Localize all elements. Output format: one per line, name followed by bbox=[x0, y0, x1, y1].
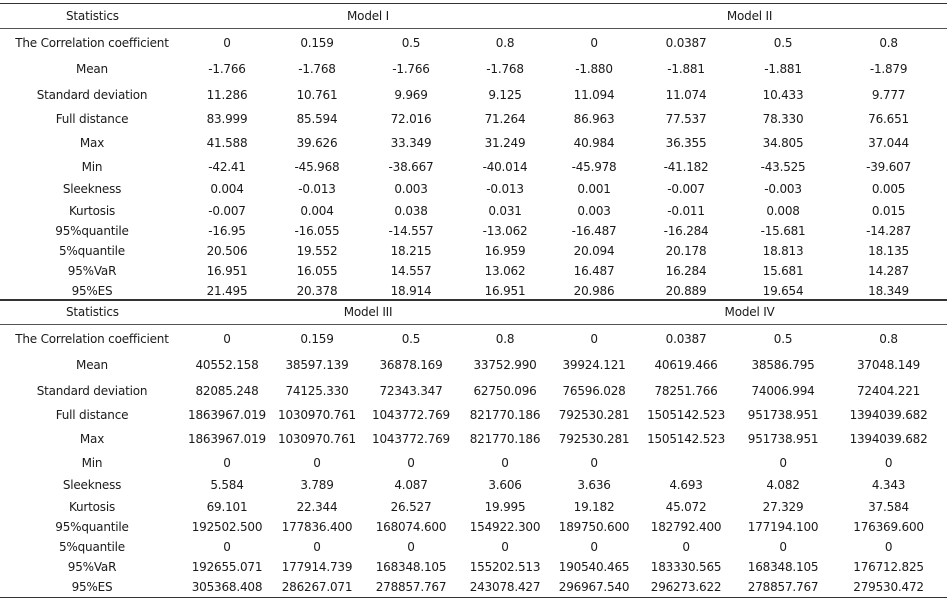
table-cell: 10.761 bbox=[296, 88, 338, 102]
row-label: Sleekness bbox=[62, 182, 122, 196]
table-cell: 0 bbox=[313, 540, 321, 554]
table-cell: 39924.121 bbox=[562, 358, 626, 372]
table-cell: 155202.513 bbox=[469, 560, 541, 574]
table-cell: 0 bbox=[223, 540, 231, 554]
row-label: 95%quantile bbox=[55, 520, 129, 534]
table-cell: 20.986 bbox=[552, 281, 636, 301]
row-label: Max bbox=[79, 136, 105, 150]
table-cell: 154922.300 bbox=[469, 520, 541, 534]
table-cell: -16.95 bbox=[208, 224, 246, 238]
table-cell: 18.914 bbox=[364, 281, 458, 301]
table-cell: 16.951 bbox=[458, 281, 552, 301]
table-cell: 78.330 bbox=[762, 112, 804, 126]
table-cell: 9.125 bbox=[488, 88, 522, 102]
header-statistics-label: Statistics bbox=[0, 4, 184, 29]
row-label: Min bbox=[81, 456, 103, 470]
table-cell: 296967.540 bbox=[552, 577, 636, 598]
table-cell: 27.329 bbox=[762, 500, 804, 514]
table-cell: 36878.169 bbox=[379, 358, 443, 372]
table-cell: 0 bbox=[223, 456, 231, 470]
table-cell: 278857.767 bbox=[364, 577, 458, 598]
table-cell: 71.264 bbox=[484, 112, 526, 126]
table-cell: 78251.766 bbox=[654, 384, 718, 398]
table-header-row bbox=[0, 300, 947, 325]
statistics-table-model-3-4 bbox=[0, 299, 947, 598]
table-cell: 19.182 bbox=[573, 500, 615, 514]
table-cell: 77.537 bbox=[665, 112, 707, 126]
table-cell: -0.013 bbox=[486, 182, 524, 196]
table-cell: 40619.466 bbox=[654, 358, 718, 372]
table-cell: 1043772.769 bbox=[372, 432, 450, 446]
table-cell: -42.41 bbox=[208, 160, 246, 174]
table-row bbox=[0, 377, 947, 405]
table-cell: 279530.472 bbox=[830, 577, 947, 598]
table-cell: -16.487 bbox=[571, 224, 617, 238]
table-cell: 183330.565 bbox=[650, 560, 722, 574]
table-cell: 0 bbox=[682, 540, 690, 554]
table-cell: 82085.248 bbox=[195, 384, 259, 398]
table-cell: 296273.622 bbox=[636, 577, 736, 598]
table-cell: 15.681 bbox=[762, 264, 804, 278]
table-cell: 72.016 bbox=[390, 112, 432, 126]
table-cell: 0.159 bbox=[300, 332, 334, 346]
header-model-ii: Model II bbox=[552, 4, 947, 29]
table-row bbox=[0, 405, 947, 425]
table-cell: 4.693 bbox=[669, 478, 703, 492]
table-cell: 0 bbox=[407, 456, 415, 470]
table-row bbox=[0, 221, 947, 241]
row-label: The Correlation coefficient bbox=[15, 332, 169, 346]
table-cell: -1.880 bbox=[575, 62, 613, 76]
table-cell: 0.0387 bbox=[665, 332, 707, 346]
table-cell: 1394039.682 bbox=[849, 432, 928, 446]
row-label: Kurtosis bbox=[68, 204, 116, 218]
table-cell: -16.055 bbox=[294, 224, 340, 238]
row-label: 95%ES bbox=[0, 577, 184, 598]
table-row bbox=[0, 425, 947, 453]
table-cell: 10.433 bbox=[762, 88, 804, 102]
statistics-table-model-1-2 bbox=[0, 3, 947, 301]
table-cell: 9.777 bbox=[871, 88, 906, 102]
table-row bbox=[0, 109, 947, 129]
table-cell: 0.003 bbox=[394, 182, 428, 196]
table-cell: 11.094 bbox=[573, 88, 615, 102]
table-cell: 33752.990 bbox=[473, 358, 537, 372]
table-cell: -0.007 bbox=[208, 204, 246, 218]
table-cell: 18.215 bbox=[390, 244, 432, 258]
table-cell: 1863967.019 bbox=[188, 432, 266, 446]
table-cell: 16.959 bbox=[484, 244, 526, 258]
table-cell: 177194.100 bbox=[747, 520, 819, 534]
row-label: Standard deviation bbox=[36, 384, 148, 398]
table-cell: 0 bbox=[884, 456, 893, 470]
table-cell: 0 bbox=[501, 456, 509, 470]
table-cell: -0.011 bbox=[667, 204, 705, 218]
table-cell: 4.087 bbox=[394, 478, 428, 492]
table-cell: 3.636 bbox=[577, 478, 611, 492]
header-model-i: Model I bbox=[184, 4, 552, 29]
table-cell: 0.001 bbox=[577, 182, 611, 196]
row-label: Sleekness bbox=[62, 478, 122, 492]
table-cell: -0.013 bbox=[298, 182, 336, 196]
table-cell: 34.805 bbox=[762, 136, 804, 150]
table-cell: 0.8 bbox=[495, 36, 515, 50]
row-label: 5%quantile bbox=[59, 540, 125, 554]
table-cell: 16.284 bbox=[665, 264, 707, 278]
row-label: Mean bbox=[76, 62, 108, 76]
table-cell: 0.003 bbox=[577, 204, 611, 218]
table-cell: -1.768 bbox=[486, 62, 524, 76]
table-cell: 951738.951 bbox=[747, 432, 819, 446]
table-cell: 168348.105 bbox=[747, 560, 819, 574]
table-cell: 0 bbox=[590, 456, 598, 470]
table-cell: -45.978 bbox=[571, 160, 617, 174]
row-label: Max bbox=[79, 432, 105, 446]
table-cell: 305368.408 bbox=[184, 577, 270, 598]
table-cell: 74125.330 bbox=[285, 384, 349, 398]
table-cell: 0 bbox=[223, 36, 231, 50]
table-row bbox=[0, 81, 947, 109]
table-cell: 821770.186 bbox=[469, 408, 541, 422]
table-cell: 18.135 bbox=[868, 244, 909, 258]
table-row bbox=[0, 577, 947, 598]
row-label: 95%quantile bbox=[55, 224, 129, 238]
table-cell: 26.527 bbox=[390, 500, 432, 514]
table-row bbox=[0, 557, 947, 577]
table-cell: 18.813 bbox=[762, 244, 804, 258]
table-cell: 951738.951 bbox=[747, 408, 819, 422]
table-cell: 74006.994 bbox=[751, 384, 815, 398]
table-cell: 38586.795 bbox=[751, 358, 815, 372]
table-cell: 4.343 bbox=[871, 478, 906, 492]
table-cell: 37.044 bbox=[868, 136, 909, 150]
table-cell: 0.5 bbox=[401, 36, 421, 50]
table-cell: 72404.221 bbox=[857, 384, 921, 398]
table-row bbox=[0, 29, 947, 58]
table-row bbox=[0, 201, 947, 221]
table-cell: 16.055 bbox=[296, 264, 338, 278]
table-cell: 286267.071 bbox=[270, 577, 364, 598]
table-cell: 62750.096 bbox=[473, 384, 537, 398]
table-cell: 168348.105 bbox=[375, 560, 447, 574]
table-cell: 11.074 bbox=[665, 88, 707, 102]
table-cell: 192655.071 bbox=[191, 560, 263, 574]
table-row bbox=[0, 57, 947, 81]
table-cell: 14.557 bbox=[390, 264, 432, 278]
table-cell: 0.5 bbox=[773, 332, 793, 346]
table-cell: -1.768 bbox=[298, 62, 336, 76]
table-row bbox=[0, 453, 947, 473]
table-cell: 0.008 bbox=[766, 204, 800, 218]
table-cell: 37048.149 bbox=[857, 358, 921, 372]
table-cell: 0 bbox=[501, 540, 509, 554]
table-cell: 41.588 bbox=[206, 136, 248, 150]
table-cell: -14.287 bbox=[866, 224, 912, 238]
row-label: 95%VaR bbox=[67, 560, 117, 574]
table-cell: 1863967.019 bbox=[188, 408, 266, 422]
table-cell: 0.015 bbox=[871, 204, 906, 218]
table-row bbox=[0, 473, 947, 497]
header-model-iv: Model IV bbox=[552, 300, 947, 325]
row-label: Full distance bbox=[55, 408, 129, 422]
table-cell: 40.984 bbox=[573, 136, 615, 150]
table-cell: 243078.427 bbox=[458, 577, 552, 598]
table-cell: 0.8 bbox=[879, 36, 898, 50]
table-cell: 0.038 bbox=[394, 204, 428, 218]
table-cell: -1.766 bbox=[392, 62, 430, 76]
table-cell: 45.072 bbox=[665, 500, 707, 514]
table-cell: 14.287 bbox=[868, 264, 909, 278]
table-cell: 85.594 bbox=[296, 112, 338, 126]
table-cell bbox=[636, 453, 736, 473]
table-cell: 0 bbox=[779, 540, 787, 554]
table-cell: -1.766 bbox=[208, 62, 246, 76]
row-label: 5%quantile bbox=[59, 244, 125, 258]
table-cell: -39.607 bbox=[866, 160, 912, 174]
table-cell: 20.889 bbox=[636, 281, 736, 301]
table-cell: -38.667 bbox=[388, 160, 434, 174]
table-cell: 0.159 bbox=[300, 36, 334, 50]
table-cell: 278857.767 bbox=[736, 577, 830, 598]
table-row bbox=[0, 241, 947, 261]
table-cell: 0.004 bbox=[300, 204, 334, 218]
table-cell: 37.584 bbox=[868, 500, 909, 514]
table-cell: -1.879 bbox=[869, 62, 908, 76]
table-cell: 1030970.761 bbox=[278, 408, 356, 422]
row-label: Kurtosis bbox=[68, 500, 116, 514]
table-cell: -45.968 bbox=[294, 160, 340, 174]
table-cell: 168074.600 bbox=[375, 520, 447, 534]
table-cell: 11.286 bbox=[206, 88, 248, 102]
table-cell: -1.881 bbox=[667, 62, 705, 76]
table-cell: 0.8 bbox=[879, 332, 898, 346]
table-cell: 0.5 bbox=[773, 36, 793, 50]
table-cell: 0.5 bbox=[401, 332, 421, 346]
table-cell: 3.606 bbox=[488, 478, 522, 492]
table-row bbox=[0, 517, 947, 537]
table-row bbox=[0, 353, 947, 377]
table-cell: 33.349 bbox=[390, 136, 432, 150]
table-cell: 1394039.682 bbox=[849, 408, 928, 422]
table-cell: 38597.139 bbox=[285, 358, 349, 372]
table-header-row bbox=[0, 4, 947, 29]
table-cell: 40552.158 bbox=[195, 358, 259, 372]
table-cell: 792530.281 bbox=[558, 432, 630, 446]
table-cell: 177914.739 bbox=[281, 560, 353, 574]
table-cell: 19.995 bbox=[484, 500, 526, 514]
row-label: Min bbox=[81, 160, 103, 174]
table-cell: 72343.347 bbox=[379, 384, 443, 398]
table-cell: 76596.028 bbox=[562, 384, 626, 398]
table-row bbox=[0, 177, 947, 201]
table-cell: 0 bbox=[884, 540, 893, 554]
table-cell: 4.082 bbox=[766, 478, 800, 492]
table-row bbox=[0, 497, 947, 517]
table-cell: 0 bbox=[223, 332, 231, 346]
table-cell: -15.681 bbox=[760, 224, 806, 238]
row-label: The Correlation coefficient bbox=[15, 36, 169, 50]
row-label: Full distance bbox=[55, 112, 129, 126]
table-cell: 792530.281 bbox=[558, 408, 630, 422]
table-cell: -14.557 bbox=[388, 224, 434, 238]
table-cell: -40.014 bbox=[482, 160, 528, 174]
table-cell: 0.004 bbox=[210, 182, 244, 196]
table-cell: 0 bbox=[407, 540, 415, 554]
table-cell: 1505142.523 bbox=[647, 432, 726, 446]
table-cell: 20.506 bbox=[206, 244, 248, 258]
table-cell: 176712.825 bbox=[853, 560, 924, 574]
table-cell: -0.003 bbox=[764, 182, 802, 196]
header-statistics-label: Statistics bbox=[0, 300, 184, 325]
table-cell: 821770.186 bbox=[469, 432, 541, 446]
table-cell: 0 bbox=[590, 540, 598, 554]
table-cell: 176369.600 bbox=[853, 520, 924, 534]
table-cell: 0 bbox=[313, 456, 321, 470]
table-cell: 189750.600 bbox=[558, 520, 630, 534]
table-cell: 1505142.523 bbox=[647, 408, 726, 422]
row-label: 95%ES bbox=[0, 281, 184, 301]
table-cell: 192502.500 bbox=[191, 520, 263, 534]
row-label: Standard deviation bbox=[36, 88, 148, 102]
table-row bbox=[0, 157, 947, 177]
table-cell: 9.969 bbox=[394, 88, 428, 102]
table-cell: 13.062 bbox=[484, 264, 526, 278]
table-cell: -43.525 bbox=[760, 160, 806, 174]
table-cell: 5.584 bbox=[210, 478, 244, 492]
table-cell: 0.0387 bbox=[665, 36, 707, 50]
table-cell: 0 bbox=[590, 332, 598, 346]
table-cell: 0.005 bbox=[871, 182, 906, 196]
table-cell: 69.101 bbox=[206, 500, 248, 514]
table-cell: -16.284 bbox=[663, 224, 709, 238]
table-row bbox=[0, 129, 947, 157]
table-cell: 177836.400 bbox=[281, 520, 353, 534]
table-row bbox=[0, 325, 947, 354]
table-cell: -41.182 bbox=[663, 160, 709, 174]
table-cell: 76.651 bbox=[868, 112, 909, 126]
table-cell: 0 bbox=[590, 36, 598, 50]
table-cell: 20.094 bbox=[573, 244, 615, 258]
table-cell: 19.654 bbox=[736, 281, 830, 301]
table-cell: -0.007 bbox=[667, 182, 705, 196]
table-cell: 22.344 bbox=[296, 500, 338, 514]
table-row bbox=[0, 281, 947, 301]
table-cell: 0.8 bbox=[495, 332, 515, 346]
table-cell: 18.349 bbox=[830, 281, 947, 301]
table-cell: 21.495 bbox=[184, 281, 270, 301]
table-row bbox=[0, 261, 947, 281]
table-cell: 83.999 bbox=[206, 112, 248, 126]
header-model-iii: Model III bbox=[184, 300, 552, 325]
table-cell: 1043772.769 bbox=[372, 408, 450, 422]
table-cell: 31.249 bbox=[484, 136, 526, 150]
table-cell: 3.789 bbox=[300, 478, 334, 492]
table-cell: 36.355 bbox=[665, 136, 707, 150]
table-cell: 39.626 bbox=[296, 136, 338, 150]
table-cell: -13.062 bbox=[482, 224, 528, 238]
table-cell: 190540.465 bbox=[558, 560, 630, 574]
table-cell: 16.487 bbox=[573, 264, 615, 278]
table-cell: 1030970.761 bbox=[278, 432, 356, 446]
table-row bbox=[0, 537, 947, 557]
table-cell: -1.881 bbox=[764, 62, 802, 76]
table-cell: 20.378 bbox=[270, 281, 364, 301]
row-label: 95%VaR bbox=[67, 264, 117, 278]
table-cell: 19.552 bbox=[296, 244, 338, 258]
row-label: Mean bbox=[76, 358, 108, 372]
table-cell: 182792.400 bbox=[650, 520, 722, 534]
table-cell: 16.951 bbox=[206, 264, 248, 278]
table-cell: 0.031 bbox=[488, 204, 522, 218]
table-cell: 86.963 bbox=[573, 112, 615, 126]
table-cell: 0 bbox=[779, 456, 787, 470]
table-cell: 20.178 bbox=[665, 244, 707, 258]
